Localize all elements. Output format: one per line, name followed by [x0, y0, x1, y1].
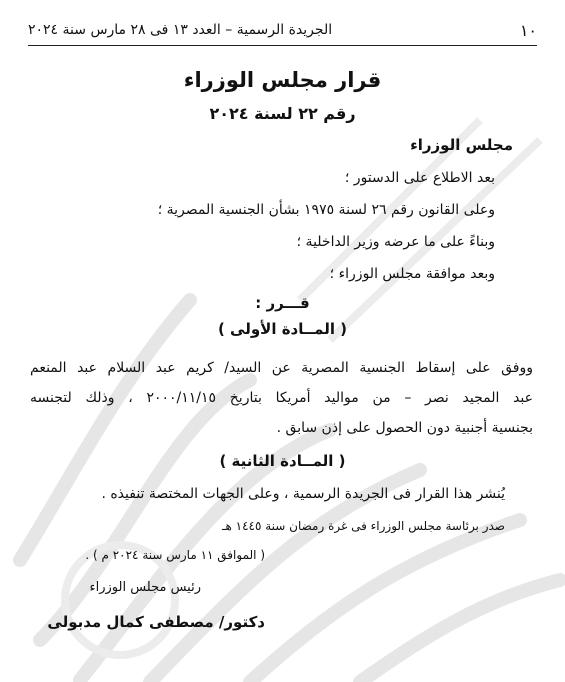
article2-line: يُنشر هذا القرار فى الجريدة الرسمية ، وعلى الجهات المختصة تنفيذه .	[101, 486, 505, 502]
preamble-line: وبناءً على ما عرضه وزير الداخلية ؛	[296, 234, 495, 250]
signature-name: دكتور/ مصطفى كمال مدبولى	[47, 613, 265, 631]
article2-heading: ( المــادة الثانية )	[219, 452, 346, 470]
article1-line: بجنسية أجنبية دون الحصول على إذن سابق .	[276, 420, 533, 436]
preamble-line: بعد الاطلاع على الدستور ؛	[344, 170, 495, 186]
signature-role: رئيس مجلس الوزراء	[89, 580, 201, 595]
article1-line: عبد المجيد نصر – من مواليد أمريكا بتاريخ ٢٠٠٠/١١/١٥ ، وذلك لتجنسه	[30, 390, 533, 406]
header-divider	[28, 45, 537, 46]
article1-heading: ( المــادة الأولى )	[217, 320, 348, 338]
article1-line: ووفق على إسقاط الجنسية المصرية عن السيد/ كريم عبد السلام عبد المنعم	[30, 360, 533, 376]
preamble-line: وبعد موافقة مجلس الوزراء ؛	[329, 266, 495, 282]
page-number: ١٠	[519, 20, 537, 40]
corresponding-line: ( الموافق ١١ مارس سنة ٢٠٢٤ م ) .	[85, 548, 265, 562]
preamble-line: وعلى القانون رقم ٢٦ لسنة ١٩٧٥ بشأن الجنسية المصرية ؛	[157, 202, 495, 218]
issued-line: صدر برئاسة مجلس الوزراء فى غرة رمضان سنة ١٤٤٥ هـ	[221, 519, 505, 533]
decided-label: قـــرر :	[255, 294, 310, 312]
issuer: مجلس الوزراء	[410, 136, 513, 154]
header-issue: الجريدة الرسمية – العدد ١٣ فى ٢٨ مارس سنة ٢٠٢٤	[28, 22, 333, 38]
page-header	[28, 18, 537, 42]
page-title: قرار مجلس الوزراء	[183, 68, 382, 92]
decision-number: رقم ٢٢ لسنة ٢٠٢٤	[209, 104, 356, 123]
